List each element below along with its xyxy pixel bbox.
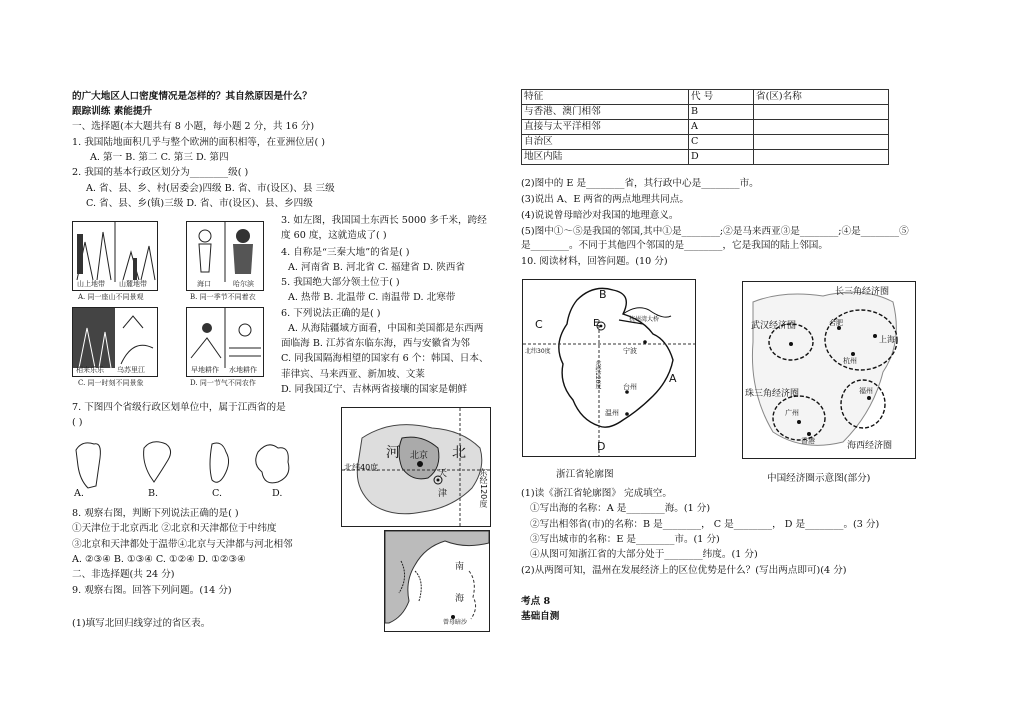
map-label-beijing: 北京: [410, 451, 429, 461]
answer-cell[interactable]: [754, 135, 889, 150]
picture-label: 山麓地带: [119, 280, 147, 288]
question-3-line1: 3. 如左图，我国国土东西长 5000 多千米，跨经: [281, 215, 487, 226]
zhejiang-map-caption: 浙江省轮廓图: [556, 469, 614, 480]
table-header: 代 号: [689, 90, 754, 105]
latitude-label: 北纬40度: [344, 463, 379, 472]
zhejiang-label: D: [597, 440, 606, 453]
picture-clothing: [186, 221, 264, 291]
question-4: 4. 自称是“三秦大地”的省是( ): [281, 247, 410, 258]
map-label: 海: [455, 594, 465, 604]
picture-caption-a: A. 同一座山不同景观: [78, 293, 144, 301]
part2-heading: 二、非选择题(共 24 分): [72, 569, 175, 580]
map-label: 北: [452, 445, 466, 461]
question-7-paren: ( ): [72, 417, 83, 428]
question-5: 5. 我国绝大部分领土位于( ): [281, 277, 400, 288]
answer-cell[interactable]: [754, 120, 889, 135]
beijing-tianjin-map: [341, 407, 491, 527]
table-cell: 与香港、澳门相邻: [522, 105, 689, 120]
table-row: [522, 105, 889, 120]
section-heading: 跟踪训练 素能提升: [72, 106, 153, 117]
topic-heading: 考点 8: [521, 596, 551, 607]
shape-label-c: C.: [212, 488, 223, 499]
question-10-part-1d: ④从图可知浙江省的大部分处于________纬度。(1 分): [530, 549, 758, 560]
question-9-part-5a: (5)图中①～⑤是我国的邻国,其中①是________;②是马来西亚③是________;④是________⑤: [521, 226, 909, 237]
table-header-row: [522, 90, 889, 105]
question-9-part-5b: 是________。不同于其他四个邻国的是________，它是我国的陆上邻国。: [521, 240, 828, 251]
shape-label-a: A.: [74, 488, 84, 499]
question-3-line2: 度 60 度，这就造成了( ): [281, 230, 387, 241]
question-10-part-2: (2)从两图可知，温州在发展经济上的区位优势是什么？(写出两点即可)(4 分): [521, 565, 847, 576]
longitude-label: 东经120度: [479, 468, 488, 508]
question-2-options-cd: C. 省、县、乡(镇)三级 D. 省、市(设区)、县、乡四级: [86, 198, 313, 209]
zhejiang-label: E: [593, 318, 600, 329]
table-cell: 直接与太平洋相邻: [522, 120, 689, 135]
table-row: [522, 120, 889, 135]
question-6: 6. 下列说法正确的是( ): [281, 308, 381, 319]
economic-label: 福州: [859, 387, 873, 395]
zhejiang-outline-map: [522, 279, 696, 457]
question-1-options: A. 第一 B. 第二 C. 第三 D. 第四: [90, 152, 229, 163]
question-9-part-2: (2)图中的 E 是________省，其行政中心是________市。: [521, 178, 759, 189]
economic-label: 杭州: [843, 357, 857, 365]
picture-label: 海口: [197, 280, 211, 288]
question-6-option-a1: A. 从海陆疆域方面看，中国和美国都是东西两: [288, 323, 484, 334]
picture-label: 哈尔滨: [233, 280, 254, 288]
self-test-heading: 基础自测: [521, 611, 560, 622]
question-9: 9. 观察右图。回答下列问题。(14 分): [72, 585, 232, 596]
table-header: 特征: [522, 90, 689, 105]
picture-caption-d: D. 同一节气不同农作: [190, 379, 256, 387]
picture-time: [72, 307, 158, 377]
shape-label-b: B.: [148, 488, 159, 499]
table-cell: C: [689, 135, 754, 150]
shape-label-d: D.: [272, 488, 283, 499]
answer-cell[interactable]: [754, 105, 889, 120]
picture-mountain: [72, 221, 158, 291]
question-10: 10. 阅读材料，回答问题。(10 分): [521, 256, 668, 267]
economic-circle-map: [742, 281, 916, 459]
question-7: 7. 下图四个省级行政区划单位中，属于江西省的是: [72, 402, 286, 413]
economic-label: 广州: [785, 409, 799, 417]
question-9-part-3: (3)说出 A、E 两省的两点地理共同点。: [521, 194, 689, 205]
table-row: [522, 135, 889, 150]
question-8: 8. 观察右图，判断下列说法正确的是( ): [72, 508, 239, 519]
table-row: [522, 150, 889, 165]
question-8-statement-1: ①天津位于北京西北 ②北京和天津都位于中纬度: [72, 523, 277, 534]
economic-label: 合肥: [829, 319, 843, 327]
economic-label: 武汉经济圈: [751, 321, 797, 331]
zhejiang-label: 台州: [623, 383, 637, 391]
question-5-options: A. 热带 B. 北温带 C. 南温带 D. 北寒带: [288, 292, 456, 303]
question-9-part-4: (4)说说曾母暗沙对我国的地理意义。: [521, 210, 679, 221]
question-2: 2. 我国的基本行政区划分为________级( ): [72, 167, 249, 178]
question-9-part-1: (1)填写北回归线穿过的省区表。: [72, 618, 211, 629]
zhejiang-label: 温州: [605, 409, 619, 417]
zhejiang-label: 东经120度: [594, 360, 601, 390]
table-cell: 自治区: [522, 135, 689, 150]
question-6-option-c2: 菲律宾、马来西亚、新加坡、文莱: [281, 369, 425, 380]
south-sea-map: [384, 530, 490, 632]
question-1: 1. 我国陆地面积几乎与整个欧洲的面积相等，在亚洲位居( ): [72, 137, 325, 148]
province-feature-table: [521, 89, 889, 165]
question-8-statement-2: ③北京和天津都处于温带④北京与天津都与河北相邻: [72, 539, 293, 550]
picture-label: 乌苏里江: [117, 366, 145, 374]
zhejiang-label: C: [535, 318, 543, 331]
zhejiang-label: 北纬30度: [525, 348, 551, 355]
economic-label: 上海: [879, 335, 895, 344]
picture-caption-c: C. 同一时刻不同景象: [78, 379, 144, 387]
question-10-part-1b: ②写出相邻省(市)的名称：B 是________， C 是________， D 是________。(3 分): [530, 519, 880, 530]
question-4-options: A. 河南省 B. 河北省 C. 福建省 D. 陕西省: [288, 262, 465, 273]
economic-label: 长三角经济圈: [835, 287, 890, 297]
intro-question: 的广大地区人口密度情况是怎样的？其自然原因是什么？: [72, 91, 312, 102]
economic-circle-map-drawing: [743, 282, 915, 458]
table-cell: 地区内陆: [522, 150, 689, 165]
table-cell: A: [689, 120, 754, 135]
question-6-option-a2: 面临海 B. 江苏省东临东海，西与安徽省为邻: [281, 338, 470, 349]
picture-label: 水地耕作: [229, 366, 257, 374]
economic-label: 香港: [801, 437, 815, 445]
picture-label: 早地耕作: [191, 366, 219, 374]
zhejiang-label: A: [669, 372, 677, 385]
question-6-option-d: D. 同我国辽宁、吉林两省接壤的国家是朝鲜: [281, 384, 468, 395]
part1-heading: 一、选择题(本大题共有 8 小题，每小题 2 分，共 16 分): [72, 121, 315, 132]
province-shapes: [72, 436, 302, 494]
economic-label: 海西经济圈: [847, 441, 893, 451]
zhejiang-outline-map-drawing: [523, 280, 695, 456]
table-cell: D: [689, 150, 754, 165]
map-label: 河: [386, 445, 400, 461]
map-label: 天: [438, 469, 448, 479]
map-label: 南: [455, 562, 465, 572]
economic-map-caption: 中国经济圈示意图(部分): [767, 473, 871, 484]
south-sea-map-drawing: [385, 531, 489, 631]
economic-label: 珠三角经济圈: [745, 389, 800, 399]
question-10-part-1a: ①写出海的名称：A 是________海。(1 分): [530, 503, 711, 514]
zhejiang-label: B: [599, 288, 607, 301]
question-2-options-ab: A. 省、县、乡、村(居委会)四级 B. 省、市(设区)、县 三级: [86, 183, 335, 194]
answer-cell[interactable]: [754, 150, 889, 165]
table-header: 省(区)名称: [754, 90, 889, 105]
picture-label: 相来乐乐: [76, 366, 104, 374]
picture-farming: [186, 307, 264, 377]
table-cell: B: [689, 105, 754, 120]
question-6-option-c1: C. 同我国隔海相望的国家有 6 个：韩国、日本、: [281, 353, 489, 364]
question-10-part-1c: ③写出城市的名称：E 是________市。(1 分): [530, 534, 720, 545]
map-label: 津: [438, 489, 448, 499]
picture-caption-b: B. 同一季节不同着衣: [190, 293, 256, 301]
question-8-options: A. ②③④ B. ①③④ C. ①②④ D. ①②③④: [72, 554, 246, 565]
map-label-island: 曾母暗沙: [443, 619, 468, 626]
picture-label: 山上地带: [77, 280, 105, 288]
zhejiang-label: 杭州湾大桥: [629, 316, 660, 323]
zhejiang-label: 宁波: [623, 347, 637, 355]
question-10-part-1: (1)读《浙江省轮廓图》 完成填空。: [521, 488, 672, 499]
